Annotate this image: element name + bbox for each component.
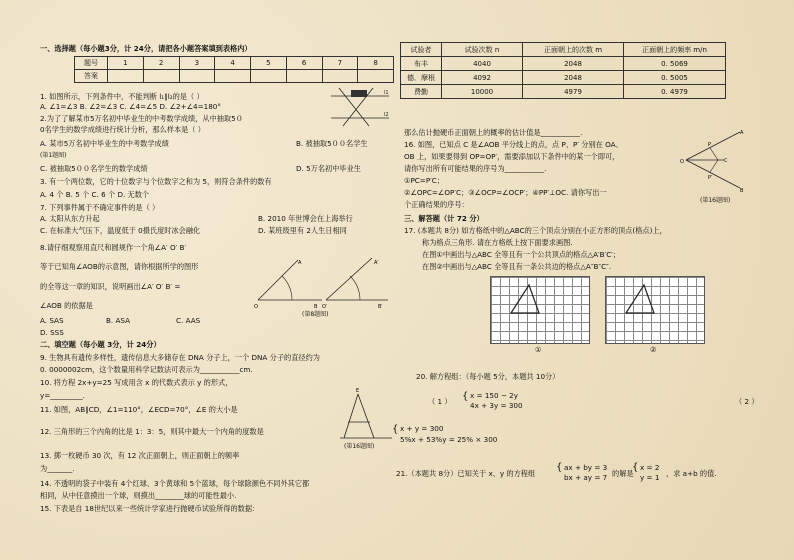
svg-text:O: O [680,159,684,165]
grid-figure-2[interactable] [605,276,705,344]
table-cell: 4979 [523,85,624,99]
question-9-line1: 9. 生物具有遗传多样性，遗传信息大多储存在 DNA 分子上，一个 DNA 分子的直径约为 [40,353,320,362]
answer-cell[interactable] [108,70,144,83]
question-2-option-a: A. 某市5万名初中毕业生的中考数学成绩 [40,139,169,148]
question-8-option-b: B. ASA [106,316,131,325]
question-8-line3: 的全等这一章的知识，说明画出∠A′ O′ B′ = [40,282,181,291]
question-13-line2: 为_______. [40,464,75,473]
section-3-heading: 三、解答题（计 72 分） [404,214,484,223]
answer-cell[interactable] [215,70,251,83]
answer-table-row2-label: 答案 [75,70,108,83]
svg-text:l2: l2 [384,112,389,118]
question-20-part2-label: （ 2 ） [735,397,759,406]
section-2-heading: 二、填空题（每小题 3分，计 24分） [40,340,161,349]
question-2-option-c: C. 被抽取5００名学生的数学成绩 [40,164,148,173]
question-16-line2: OB 上，如果要得到 OP=OP′，需要添加以下条件中的某一个即可， [404,152,620,161]
question-16-line4: ①PC=P′C； [404,176,444,185]
figure-16-caption-left: (第16题图) [344,443,375,450]
table-header: 正面朝上的次数 m [523,43,624,57]
answer-table-num: 1 [108,57,144,70]
question-15: 15. 下表是自 18世纪以来一些统计学家进行抛硬币试验所得的数据： [40,504,260,513]
answer-table-num: 6 [286,57,322,70]
brace-icon: { [392,424,399,435]
question-17-line1: 17. (本题共 8分) 如方格纸中的△ABC的三个顶点分别在小正方形的顶点(格点)上， [404,226,667,235]
answer-table-num: 8 [358,57,394,70]
equation-1b: 4x + 3y = 300 [470,401,523,410]
answer-table-num: 4 [215,57,251,70]
coin-toss-table [400,42,726,99]
answer-cell[interactable] [322,70,358,83]
question-16-line3: 请你写出所有可能结果的序号为___________. [404,164,547,173]
question-16-line6: 个正确结果的序号： [404,200,469,209]
question-12: 12. 三角形的三个内角的比是 1：3：5，则其中最大一个内角的度数是 [40,427,264,436]
question-21-prefix: 21.（本题共 8分）已知关于 x、y 的方程组 [396,469,536,478]
question-17-line4: 在图②中画出与△ABC 全等且有一条公共边的格点△A″B″C″. [422,262,612,271]
svg-text:A: A [298,260,302,266]
question-7-option-c: C. 在标准大气压下，温度低于 0摄氏度时冰会融化 [40,226,201,235]
answer-table-num: 3 [179,57,215,70]
answer-cell[interactable] [286,70,322,83]
svg-text:O: O [254,304,258,310]
figure-q8-angle-construction [252,256,392,314]
question-2-option-b: B. 被抽取5００名学生 [296,139,368,148]
question-21-system-2: bx + ay = 7 [564,473,608,482]
figure-q11-triangle [340,388,399,446]
answer-table [74,56,394,83]
question-20-part1-label: （ 1 ） [428,397,452,406]
equation-2b: 5%x + 53%y = 25% × 300 [400,435,498,444]
svg-text:l1: l1 [384,90,389,96]
question-1: 1. 如图所示，下列条件中，不能判断 l₁∥l₂的是（ ） [40,92,204,101]
question-7-option-d: D. 某班级里有 2人生日相同 [258,226,347,235]
grid-triangle-abc-1 [491,277,589,343]
question-9-line2: 0. 0000002cm，这个数量用科学记数法可表示为___________cm. [40,365,253,374]
figure-16-caption-right: (第16题图) [700,197,731,204]
question-21-solution-1: x = 2 [640,463,660,472]
table-row [401,57,726,71]
question-8-option-c: C. AAS [176,316,201,325]
figure-1-caption: (第1题图) [40,152,67,159]
answer-table-num: 5 [251,57,287,70]
question-10-line1: 10. 将方程 2x+y=25 写成用含 x 的代数式表示 y 的形式， [40,378,233,387]
table-cell: 4092 [442,71,523,85]
grid-figure-1-label: ① [535,345,542,354]
question-2-option-d: D. 5万名初中毕业生 [296,164,361,173]
table-row [401,71,726,85]
brace-icon: { [556,462,563,473]
answer-cell[interactable] [143,70,179,83]
question-21-suffix: ，求 a+b 的值. [666,469,717,478]
question-17-line2: 称为格点三角形. 请在方格纸上按下面要求画图. [422,238,573,247]
question-21-solution-2: y = 1 [640,473,660,482]
question-21-system-1: ax + by = 3 [564,463,608,472]
table-cell: 德．摩根 [401,71,442,85]
question-10-line2: y=_________. [40,391,85,400]
question-8-line1: 8.请仔细观察用直尺和圆规作一个角∠A′ O′ B′ [40,243,187,252]
svg-text:C: C [724,158,728,164]
table-header: 试验次数 n [442,43,523,57]
table-cell: 0. 5005 [624,71,726,85]
question-21-middle: 的解是 [612,469,634,478]
table-cell: 10000 [442,85,523,99]
question-7-option-a: A. 太阳从东方升起 [40,214,100,223]
table-cell: 2048 [523,57,624,71]
svg-text:B: B [740,188,744,194]
svg-text:O′: O′ [322,304,328,310]
question-14-line1: 14. 不透明的袋子中装有 4个红球、3个黄球和 5个蓝球，每个球除颜色不同外其它都 [40,479,310,488]
table-header: 正面朝上的频率 m/n [624,43,726,57]
question-8-option-a: A. SAS [40,316,64,325]
figure-8-caption: (第8题图) [302,311,329,318]
question-16-line1: 16. 如图，已知点 C 是∠AOB 平分线上的点，点 P、P′ 分别在 OA、 [404,140,623,149]
table-cell: 费勤 [401,85,442,99]
question-1-options: A. ∠1=∠3 B. ∠2=∠3 C. ∠4=∠5 D. ∠2+∠4=180° [40,102,221,111]
table-cell: 0. 5069 [624,57,726,71]
question-13-line1: 13. 掷一枚硬币 30 次，有 12 次正面朝上，则正面朝上的频率 [40,451,240,460]
figure-q1-parallel-lines [329,86,391,130]
answer-table-row1-label: 题号 [75,57,108,70]
question-11: 11. 如图，AB∥CD，∠1=110°，∠ECD=70°，∠E 的大小是 [40,405,238,414]
table-cell: 布丰 [401,57,442,71]
table-cell: 0. 4979 [624,85,726,99]
answer-cell[interactable] [358,70,394,83]
table-header: 试验者 [401,43,442,57]
svg-text:B: B [314,304,318,310]
figure-q16-angle-bisector [680,126,748,198]
question-2-line1: 2.为了了解某市5万名初中毕业生的中考数学成绩，从中抽取5０ [40,114,243,123]
section-1-heading: 一、选择题（每小题3分，计 24分，请把各小题答案填到表格内） [40,44,252,53]
grid-figure-1[interactable] [490,276,590,344]
question-14-line2: 相同，从中任意摸出一个球，则摸出________球的可能性最小. [40,491,237,500]
answer-cell[interactable] [179,70,215,83]
table-cell: 2048 [523,71,624,85]
question-8-option-d: D. SSS [40,328,64,337]
question-8-line2: 等于已知角∠AOB的示意图，请你根据所学的图形 [40,262,199,271]
svg-text:P: P [708,142,712,148]
answer-table-num: 2 [143,57,179,70]
equation-2a: x + y = 300 [400,424,444,433]
question-3: 3. 有一个两位数，它的十位数字与个位数字之和为 5，则符合条件的数有 [40,177,272,186]
grid-triangle-abc-2 [606,277,704,343]
brace-icon: { [632,462,639,473]
table-cell: 4040 [442,57,523,71]
svg-text:B′: B′ [378,304,383,310]
question-3-options: A. 4 个 B. 5 个 C. 6 个 D. 无数个 [40,190,150,199]
svg-text:P′: P′ [708,175,713,181]
question-16-line5: ②∠OPC=∠OP′C；③∠OCP=∠OCP′；④PP′⊥OC. 请你写出一 [404,188,607,197]
table-row [401,85,726,99]
question-15-tail: 那么估计抛硬币正面朝上的概率的估计值是___________. [404,128,583,137]
equation-1a: x = 150 − 2y [470,391,518,400]
svg-text:A: A [740,130,744,136]
question-17-line3: 在图①中画出与△ABC 全等且有一个公共顶点的格点△A′B′C′； [422,250,621,259]
question-20: 20. 解方程组：（每小题 5分，本题共 10分） [416,372,560,381]
svg-text:A′: A′ [374,260,379,266]
answer-table-num: 7 [322,57,358,70]
grid-figure-2-label: ② [650,345,657,354]
question-7-option-b: B. 2010 年世博会在上海举行 [258,214,353,223]
brace-icon: { [462,391,469,402]
question-2-line2: 0名学生的数学成绩进行统计分析，那么样本是（ ） [40,125,205,134]
svg-text:E: E [356,388,360,394]
question-8-line4: ∠AOB 的依据是 [40,301,93,310]
answer-cell[interactable] [251,70,287,83]
question-7: 7. 下列事件属于不确定事件的是（ ） [40,203,160,212]
